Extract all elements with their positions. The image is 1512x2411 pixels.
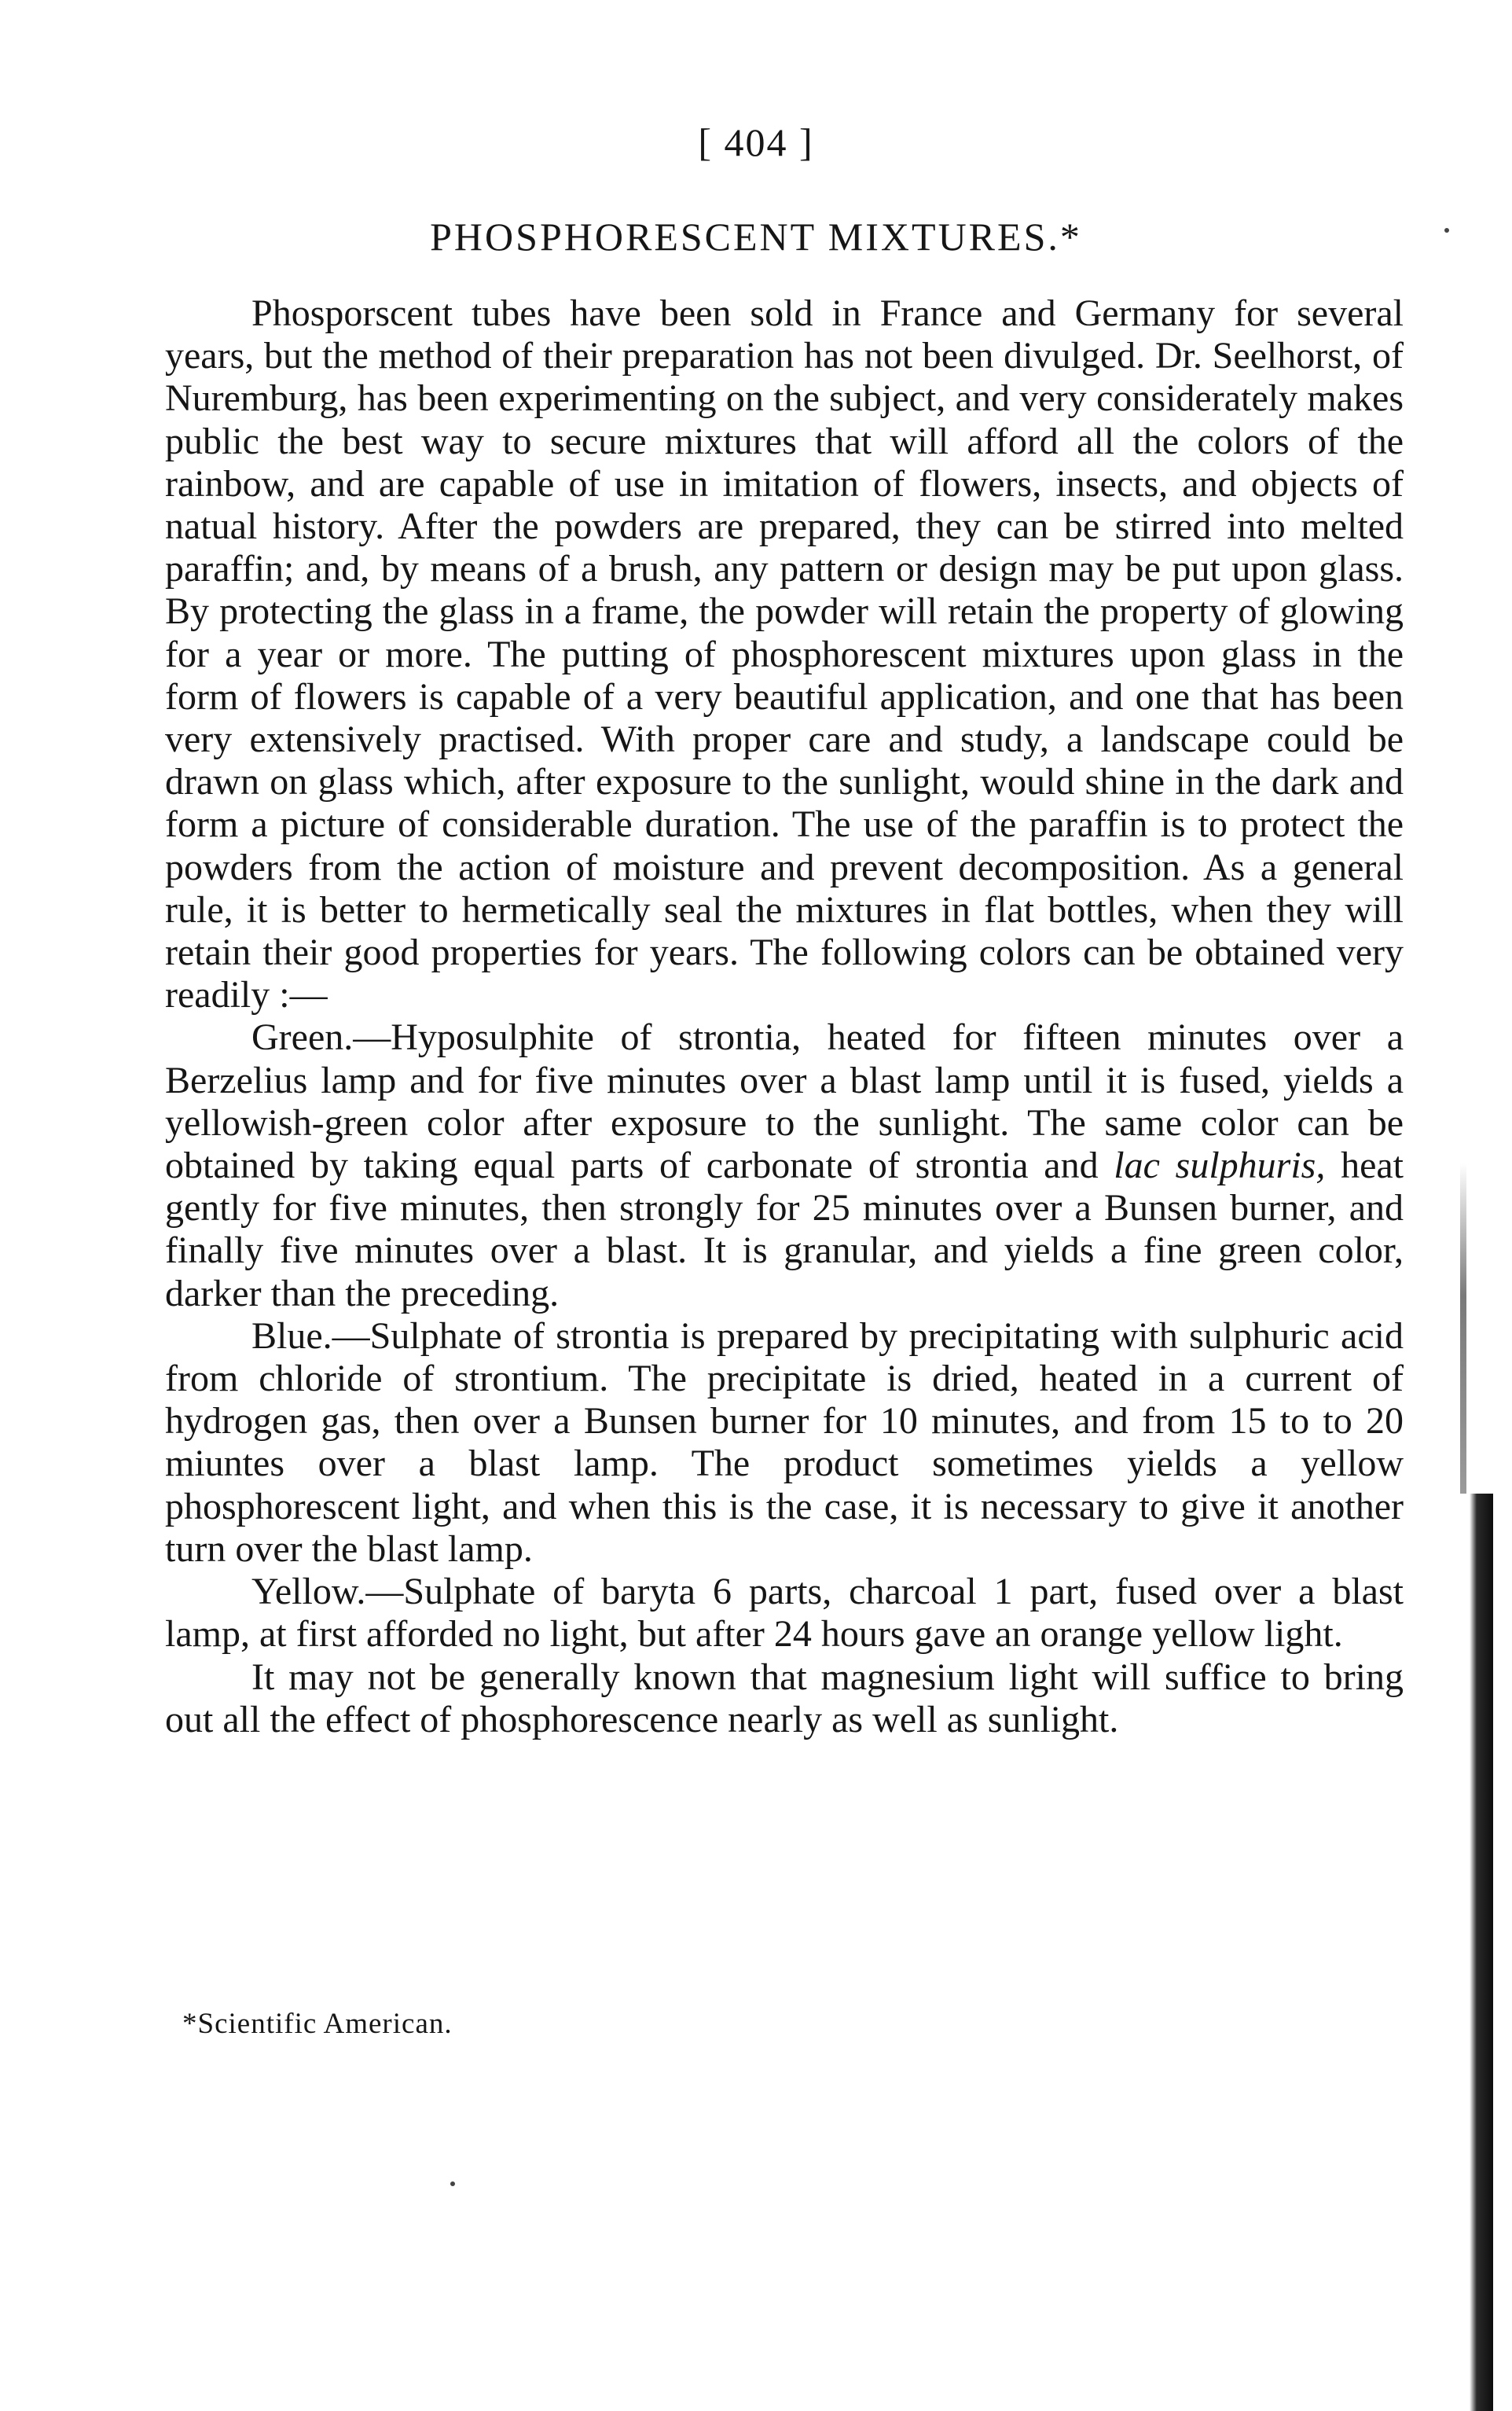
article-body	[165, 292, 1404, 1741]
footnote: *Scientific American.	[182, 2008, 453, 2040]
scan-edge-line	[1460, 1163, 1466, 1494]
page-title: PHOSPHORESCENT MIXTURES.*	[430, 215, 1082, 259]
scan-edge-shadow	[1470, 1494, 1493, 2411]
paragraph-magnesium: It may not be generally known that magnesium light will suffice to bring out all the effect of phosphorescence nearly as well as sunlight.	[165, 1656, 1404, 1740]
page-number: [ 404 ]	[698, 120, 814, 164]
ink-speck	[1444, 228, 1449, 233]
paragraph-blue: Blue.—Sulphate of strontia is prepared by precipitating with sulphuric acid from chloride of strontium. The precipitate is dried, heated in a current of hydrogen gas, then over a Bunsen burner for 10 minutes, and from 15 to to 20 miuntes over a blast lamp. The product sometimes yields a yellow phosphorescent light, and when this is the case, it is necessary to give it another turn over the blast lamp.	[165, 1314, 1404, 1570]
italic-term: lac sulphuris,	[1114, 1145, 1326, 1187]
paragraph-green-text: Green.—Hyposulphite of strontia, heated for fifteen minutes over a Berzelius lamp and for five minutes over a blast lamp until it is fused, yields a yellowish-green color after exposure to the sunlight. The same color can be obtained by taking equal parts of carbonate of strontia and	[165, 1016, 1404, 1187]
paragraph-green	[165, 1016, 1404, 1314]
ink-speck	[450, 2181, 455, 2186]
paragraph-green-rest: heat gently for five minutes, then strongly for 25 minutes over a Bunsen burner, and finally five minutes over a blast. It is granular, and yields a fine green color, darker than the preceding.	[165, 1145, 1404, 1314]
paragraph-intro: Phosporscent tubes have been sold in France and Germany for several years, but the method of their preparation has not been divulged. Dr. Seelhorst, of Nuremburg, has been experimenting on the subject, and very considerately makes public the best way to secure mixtures that will afford all the colors of the rainbow, and are capable of use in imitation of flowers, insects, and objects of natual history. After the powders are prepared, they can be stirred into melted paraffin; and, by means of a brush, any pattern or design may be put upon glass. By protecting the glass in a frame, the powder will retain the property of glowing for a year or more. The putting of phosphorescent mixtures upon glass in the form of flowers is capable of a very beautiful application, and one that has been very extensively practised. With proper care and study, a landscape could be drawn on glass which, after exposure to the sunlight, would shine in the dark and form a picture of considerable duration. The use of the paraffin is to protect the powders from the action of moisture and prevent decomposition. As a general rule, it is better to hermetically seal the mixtures in flat bottles, when they will retain their good properties for years. The following colors can be obtained very readily :—	[165, 292, 1404, 1016]
paragraph-yellow: Yellow.—Sulphate of baryta 6 parts, charcoal 1 part, fused over a blast lamp, at first afforded no light, but after 24 hours gave an orange yellow light.	[165, 1571, 1404, 1656]
